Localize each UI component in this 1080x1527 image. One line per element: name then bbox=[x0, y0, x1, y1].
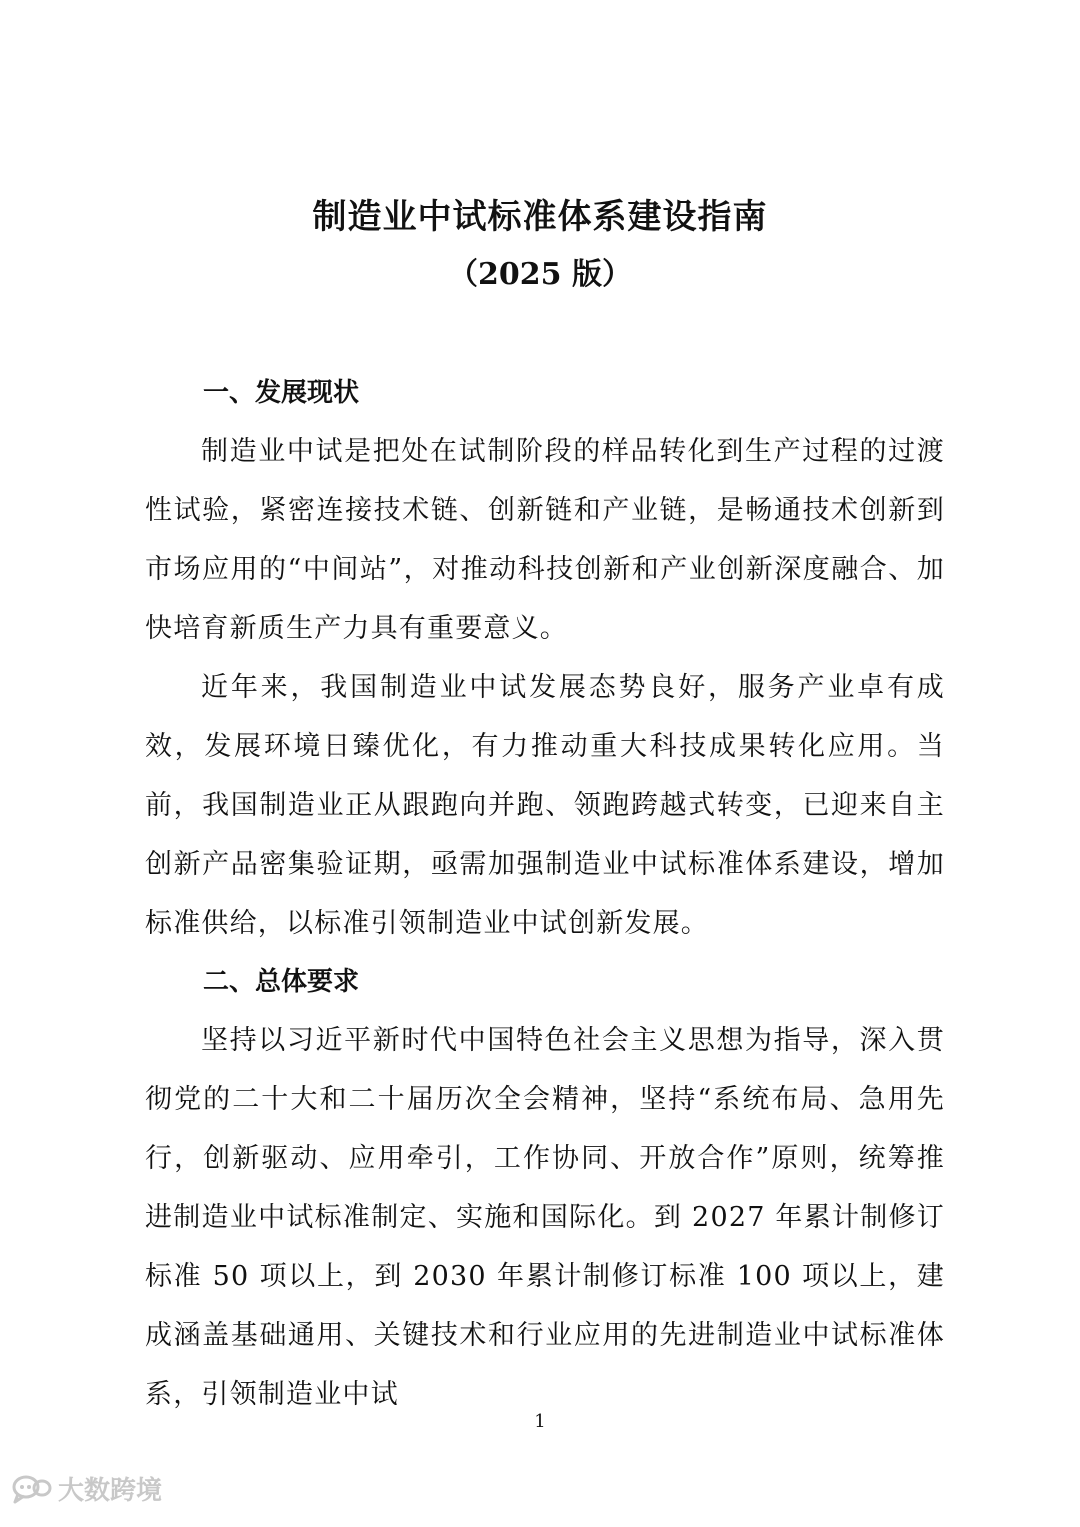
section-heading-requirements: 二、总体要求 bbox=[203, 967, 360, 997]
chat-bubble-logo-icon bbox=[12, 1474, 52, 1504]
document-body bbox=[145, 364, 945, 1424]
paragraph: 制造业中试是把处在试制阶段的样品转化到生产过程的过渡性试验，紧密连接技术链、创新链和产业链，是畅通技术创新到市场应用的“中间站”，对推动科技创新和产业创新深度融合、加快培育新质生产力具有重要意义。 bbox=[145, 436, 945, 644]
paragraph: 坚持以习近平新时代中国特色社会主义思想为指导，深入贯彻党的二十大和二十届历次全会精神，坚持“系统布局、急用先行，创新驱动、应用牵引，工作协同、开放合作”原则，统筹推进制造业中试标准制定、实施和国际化。到 2027 年累计制修订标准 50 项以上，到 2030 年累计制修订标准 100 项以上，建成涵盖基础通用、关键技术和行业应用的先进制造业中试标准体系，引领制造业中试 bbox=[145, 1025, 945, 1410]
paragraph: 近年来，我国制造业中试发展态势良好，服务产业卓有成效，发展环境日臻优化，有力推动重大科技成果转化应用。当前，我国制造业正从跟跑向并跑、领跑跨越式转变，已迎来自主创新产品密集验证期，亟需加强制造业中试标准体系建设，增加标准供给，以标准引领制造业中试创新发展。 bbox=[145, 672, 945, 939]
document-title: 制造业中试标准体系建设指南 bbox=[312, 197, 768, 237]
document-subtitle: （2025 版） bbox=[448, 257, 632, 292]
watermark-text: 大数跨境 bbox=[58, 1476, 163, 1506]
section-heading-status: 一、发展现状 bbox=[203, 378, 360, 408]
page-number: 1 bbox=[534, 1411, 546, 1432]
watermark bbox=[12, 1470, 162, 1507]
